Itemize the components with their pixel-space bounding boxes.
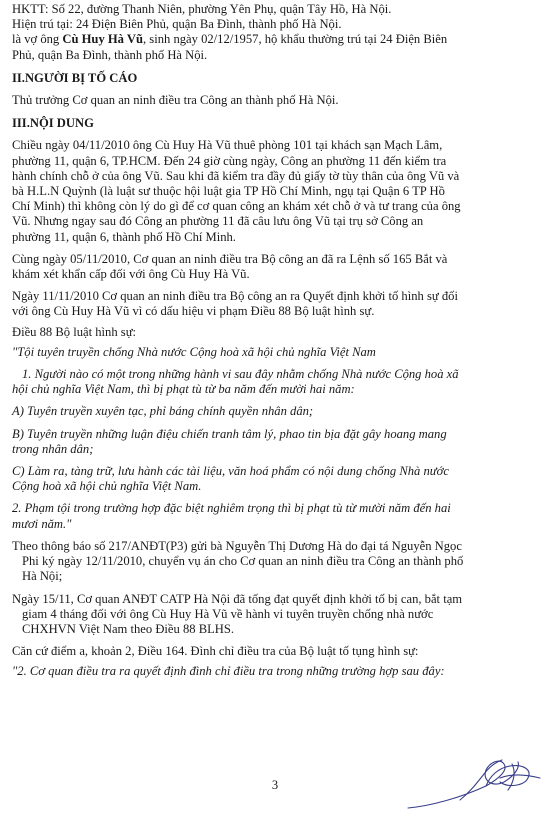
paragraph-8: "2. Cơ quan điều tra ra quyết định đình chỉ điều tra trong những trường hợp sau đây: [12,664,445,679]
quote-line: B) Tuyên truyền những luận điệu chiến tranh tâm lý, phao tin bịa đặt gây hoang mang [12,426,447,441]
section-3-title: III.NỘI DUNG [12,116,94,131]
section-2-text: Thủ trưởng Cơ quan an ninh điều tra Công an thành phố Hà Nội. [12,93,339,108]
header-line-3-post: , sinh ngày 02/12/1957, hộ khẩu thường trú tại 24 Điện Biên [143,32,448,47]
paragraph-line: giam 4 tháng đối với ông Cù Huy Hà Vũ về hành vi tuyên truyền chống nhà nước [22,606,434,621]
paragraph-line: phường 11, quận 6, TP.HCM. Đến 24 giờ cùng ngày, Công an phường 11 đến kiểm tra [12,153,447,168]
article-88-quote [12,345,540,532]
header-line-3 [12,32,540,47]
paragraph-line: hành chính chỗ ở của ông Vũ. Sau khi đã kiểm tra đầy đủ giấy tờ tùy thân của ông Vũ và [12,168,460,183]
paragraph-4: Điều 88 Bộ luật hình sự: [12,324,137,339]
quote-line: mươi năm." [12,516,72,531]
paragraph-3 [12,289,540,319]
paragraph-line: phường 11, quận 6, thành phố Hồ Chí Minh. [12,229,236,244]
paragraph-6 [12,592,540,638]
header-line-4: Phủ, quận Ba Đình, thành phố Hà Nội. [12,47,208,62]
quote-item-a: A) Tuyên truyền xuyên tạc, phỉ báng chính quyền nhân dân; [12,404,314,419]
paragraph-line: bà H.L.N Quỳnh (là luật sư thuộc hội luật gia TP Hồ Chí Minh, ngụ tại Quận 6 TP Hồ [12,184,445,199]
paragraph-line: Vũ. Nhưng ngay sau đó Công an phường 11 đã câu lưu ông Vũ tại trụ sở Công an [12,214,424,229]
quote-item-b [12,427,540,457]
paragraph-2 [12,252,540,282]
quote-item-c [12,464,540,494]
quote-line: trong nhân dân; [12,441,94,456]
paragraph-7: Căn cứ điểm a, khoản 2, Điều 164. Đình chỉ điều tra của Bộ luật tố tụng hình sự: [12,644,419,659]
husband-name: Cù Huy Hà Vũ [62,32,143,47]
paragraph-line: Hà Nội; [22,569,63,584]
quote-line: 2. Phạm tội trong trường hợp đặc biệt nghiêm trọng thì bị phạt tù từ mười năm đến hai [12,501,451,516]
quote-title: "Tội tuyên truyền chống Nhà nước Cộng hoà xã hội chủ nghĩa Việt Nam [12,344,376,359]
paragraph-line: Cùng ngày 05/11/2010, Cơ quan an ninh điều tra Bộ công an đã ra Lệnh số 165 Bắt và [12,251,448,266]
quote-line: C) Làm ra, tàng trữ, lưu hành các tài liệu, văn hoá phẩm có nội dung chống Nhà nước [12,464,449,479]
paragraph-line: Ngày 11/11/2010 Cơ quan an ninh điều tra Bộ công an ra Quyết định khởi tố hình sự đối [12,289,458,304]
paragraph-line: Theo thông báo số 217/ANĐT(P3) gửi bà Nguyễn Thị Dương Hà do đại tá Nguyễn Ngọc [12,538,462,553]
paragraph-line: với ông Cù Huy Hà Vũ vì có dấu hiệu vi phạm Điều 88 Bộ luật hình sự. [12,304,375,319]
paragraph-line: Phi ký ngày 12/11/2010, chuyển vụ án cho Cơ quan an ninh điều tra Công an thành phố [22,554,464,569]
quote-clause-2 [12,501,540,531]
paragraph-line: CHXHVN Việt Nam theo Điều 88 BLHS. [22,621,235,636]
paragraph-line: khám xét khẩn cấp đối với ông Cù Huy Hà Vũ. [12,267,250,282]
quote-line: Cộng hoà xã hội chủ nghĩa Việt Nam. [12,479,202,494]
section-2-title: II.NGƯỜI BỊ TỐ CÁO [12,70,138,85]
paragraph-line: Ngày 15/11, Cơ quan ANĐT CATP Hà Nội đã tống đạt quyết định khởi tố bị can, bắt tạm [12,591,463,606]
paragraph-line: Chí Minh) thì không còn lý do gì để cơ quan công an khám xét chỗ ở và tư trang của ông [12,199,461,214]
paragraph-5 [12,539,540,585]
quote-line: hội chủ nghĩa Việt Nam, thì bị phạt tù từ ba năm đến mười hai năm: [12,382,355,397]
quote-line: 1. Người nào có một trong những hành vi sau đây nhằm chống Nhà nước Cộng hoà xã [22,367,459,382]
paragraph-1 [12,138,540,244]
paragraph-line: Chiều ngày 04/11/2010 ông Cù Huy Hà Vũ thuê phòng 101 tại khách sạn Mạch Lâm, [12,138,443,153]
signature-scribble [400,748,550,818]
header-line-3-pre: là vợ ông [12,32,63,47]
header-line-2: Hiện trú tại: 24 Điện Biên Phủ, quận Ba Đình, thành phố Hà Nội. [12,17,342,32]
header-line-1: HKTT: Số 22, đường Thanh Niên, phường Yên Phụ, quận Tây Hồ, Hà Nội. [12,2,392,16]
page-number: 3 [271,778,279,792]
quote-clause-1 [12,367,540,397]
